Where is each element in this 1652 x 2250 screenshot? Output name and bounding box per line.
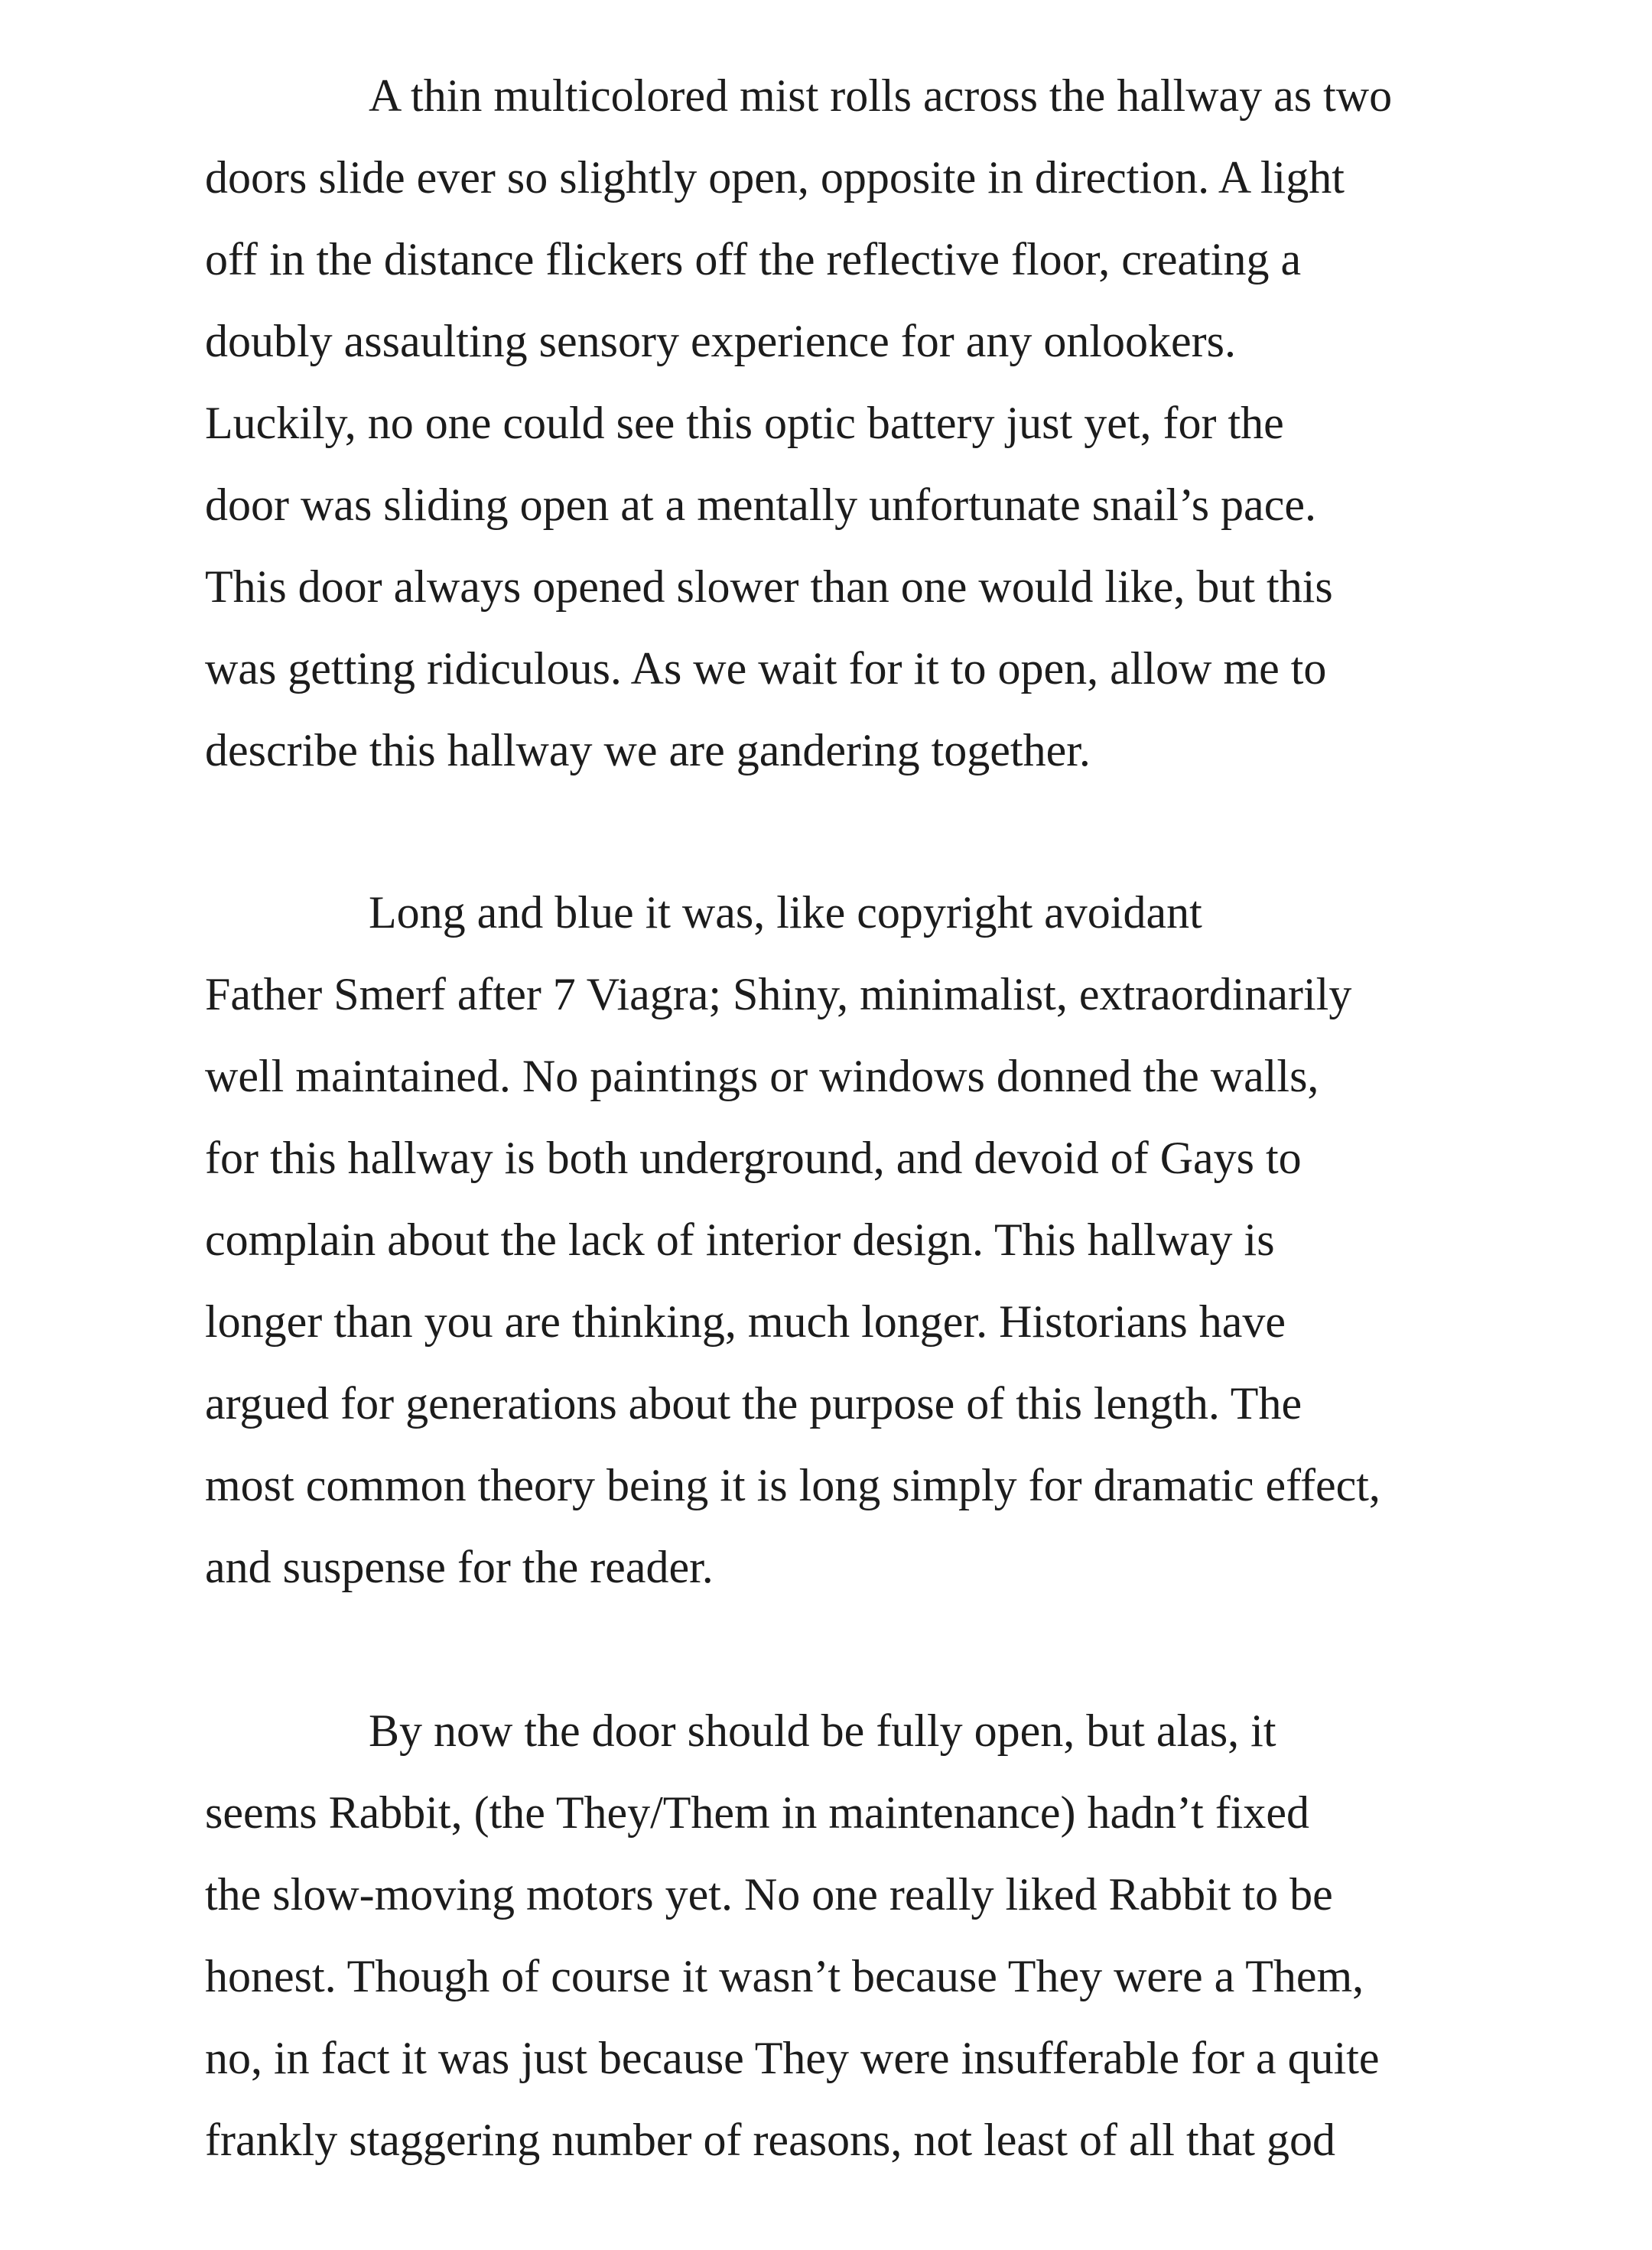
- text-line: no, in fact it was just because They were insufferable for a quite: [205, 2033, 1380, 2083]
- text-line: doors slide ever so slightly open, opposite in direction. A light: [205, 152, 1345, 203]
- text-line: longer than you are thinking, much longer. Historians have: [205, 1296, 1286, 1347]
- text-line: argued for generations about the purpose of this length. The: [205, 1378, 1302, 1429]
- text-line: and suspense for the reader.: [205, 1542, 714, 1592]
- text-line: off in the distance flickers off the reflective floor, creating a: [205, 234, 1302, 285]
- text-line: Father Smerf after 7 Viagra; Shiny, minimalist, extraordinarily: [205, 969, 1352, 1019]
- text-line: most common theory being it is long simply for dramatic effect,: [205, 1460, 1380, 1510]
- paragraph-3: [205, 1690, 1520, 2181]
- text-line: doubly assaulting sensory experience for any onlookers.: [205, 316, 1236, 366]
- text-line: seems Rabbit, (the They/Them in maintenance) hadn’t fixed: [205, 1787, 1310, 1838]
- text-line: Long and blue it was, like copyright avoidant: [369, 887, 1202, 938]
- text-line: the slow-moving motors yet. No one really liked Rabbit to be: [205, 1869, 1333, 1920]
- text-line: for this hallway is both underground, and devoid of Gays to: [205, 1133, 1302, 1183]
- text-line: describe this hallway we are gandering together.: [205, 725, 1091, 775]
- text-line: This door always opened slower than one would like, but this: [205, 561, 1333, 612]
- text-line: well maintained. No paintings or windows donned the walls,: [205, 1051, 1319, 1101]
- text-line: Luckily, no one could see this optic battery just yet, for the: [205, 398, 1284, 448]
- text-line: frankly staggering number of reasons, not least of all that god: [205, 2115, 1335, 2165]
- text-line: complain about the lack of interior design. This hallway is: [205, 1214, 1275, 1265]
- text-line: door was sliding open at a mentally unfortunate snail’s pace.: [205, 480, 1316, 530]
- text-line: honest. Though of course it wasn’t because They were a Them,: [205, 1951, 1364, 2001]
- text-line: was getting ridiculous. As we wait for it to open, allow me to: [205, 643, 1327, 694]
- paragraph-2: [205, 872, 1520, 1608]
- paragraph-1: [205, 55, 1520, 792]
- text-line: By now the door should be fully open, but alas, it: [369, 1705, 1276, 1756]
- text-line: A thin multicolored mist rolls across the hallway as two: [369, 70, 1393, 121]
